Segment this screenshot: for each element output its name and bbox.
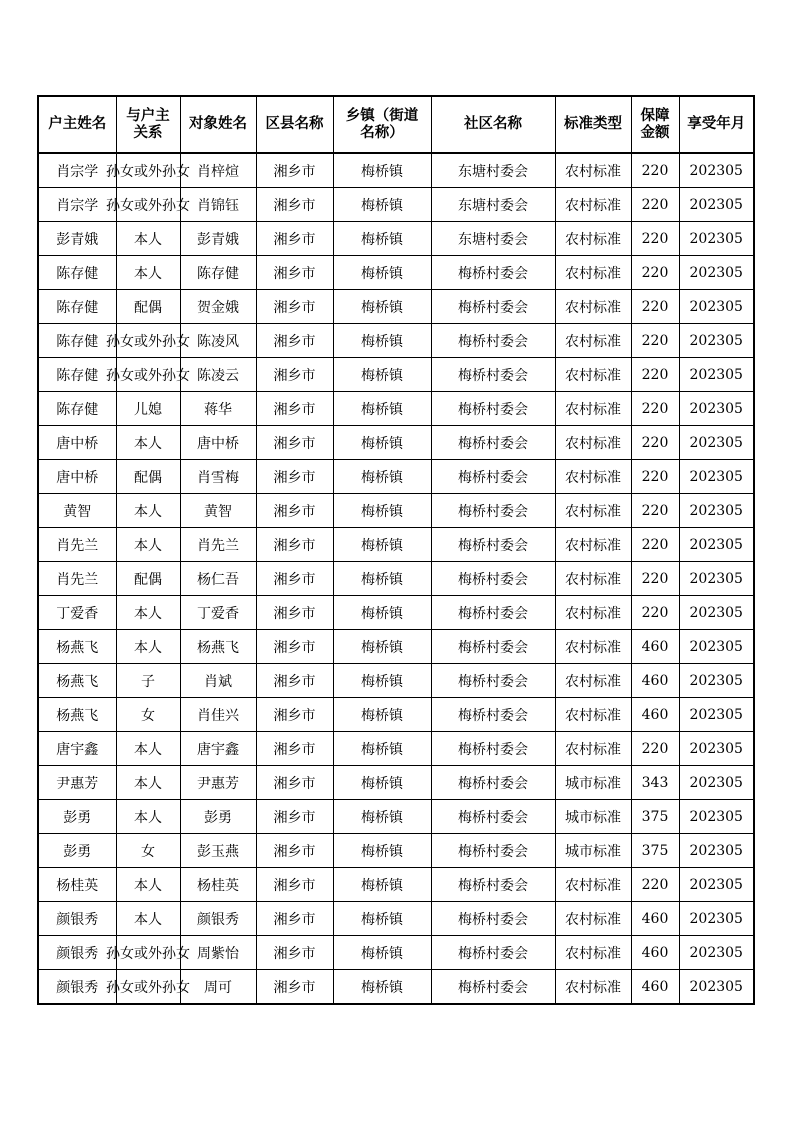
cell-month: 202305: [679, 290, 754, 324]
cell-town: 梅桥镇: [333, 324, 431, 358]
cell-householder: 唐宇鑫: [38, 732, 116, 766]
cell-person: 杨桂英: [180, 868, 256, 902]
cell-month: 202305: [679, 834, 754, 868]
cell-householder: 彭勇: [38, 834, 116, 868]
cell-county: 湘乡市: [256, 834, 333, 868]
cell-person: 肖斌: [180, 664, 256, 698]
cell-month: 202305: [679, 596, 754, 630]
cell-month: 202305: [679, 698, 754, 732]
cell-month: 202305: [679, 800, 754, 834]
header-county: 区县名称: [256, 96, 333, 153]
cell-person: 陈凌云: [180, 358, 256, 392]
cell-community: 梅桥村委会: [431, 494, 555, 528]
cell-relation: [116, 698, 180, 732]
cell-relation: [106, 324, 190, 358]
cell-county: 湘乡市: [256, 732, 333, 766]
cell-month: 202305: [679, 324, 754, 358]
cell-county: 湘乡市: [256, 426, 333, 460]
relation-text: 本人: [134, 435, 162, 452]
table-row: [38, 460, 754, 494]
cell-county: 湘乡市: [256, 392, 333, 426]
relation-text: 孙女或外孙女: [106, 333, 190, 350]
cell-town: 梅桥镇: [333, 902, 431, 936]
table-row: [38, 936, 754, 970]
table-row: [38, 426, 754, 460]
cell-month: 202305: [679, 902, 754, 936]
header-relation-line2: 关系: [133, 124, 163, 141]
cell-community: 梅桥村委会: [431, 732, 555, 766]
cell-relation: [106, 188, 190, 222]
cell-householder: 颜银秀: [38, 936, 116, 970]
cell-person: 丁爱香: [180, 596, 256, 630]
cell-month: 202305: [679, 460, 754, 494]
cell-county: 湘乡市: [256, 358, 333, 392]
cell-month: 202305: [679, 766, 754, 800]
cell-town: 梅桥镇: [333, 153, 431, 188]
relation-text: 本人: [134, 503, 162, 520]
cell-standard: 农村标准: [555, 868, 631, 902]
cell-standard: 城市标准: [555, 766, 631, 800]
cell-county: 湘乡市: [256, 290, 333, 324]
cell-relation: [116, 902, 180, 936]
cell-standard: 城市标准: [555, 800, 631, 834]
cell-community: 梅桥村委会: [431, 664, 555, 698]
cell-amount: 460: [631, 936, 679, 970]
cell-relation: [116, 290, 180, 324]
cell-town: 梅桥镇: [333, 188, 431, 222]
cell-town: 梅桥镇: [333, 630, 431, 664]
cell-town: 梅桥镇: [333, 800, 431, 834]
cell-county: 湘乡市: [256, 153, 333, 188]
cell-county: 湘乡市: [256, 936, 333, 970]
cell-county: 湘乡市: [256, 222, 333, 256]
cell-month: 202305: [679, 868, 754, 902]
cell-community: 梅桥村委会: [431, 324, 555, 358]
cell-amount: 375: [631, 834, 679, 868]
table-row: [38, 153, 754, 188]
cell-relation: [116, 528, 180, 562]
cell-month: 202305: [679, 188, 754, 222]
cell-standard: 农村标准: [555, 256, 631, 290]
cell-person: 肖先兰: [180, 528, 256, 562]
cell-amount: 220: [631, 392, 679, 426]
cell-standard: 农村标准: [555, 460, 631, 494]
cell-person: 周紫怡: [180, 936, 256, 970]
cell-county: 湘乡市: [256, 494, 333, 528]
cell-householder: 肖先兰: [38, 562, 116, 596]
cell-householder: 彭青娥: [38, 222, 116, 256]
cell-householder: 唐中桥: [38, 460, 116, 494]
cell-person: 陈存健: [180, 256, 256, 290]
cell-community: 梅桥村委会: [431, 970, 555, 1005]
cell-standard: 农村标准: [555, 698, 631, 732]
cell-amount: 220: [631, 188, 679, 222]
cell-county: 湘乡市: [256, 562, 333, 596]
relation-text: 女: [141, 843, 155, 860]
cell-town: 梅桥镇: [333, 460, 431, 494]
cell-person: 唐宇鑫: [180, 732, 256, 766]
cell-person: 蒋华: [180, 392, 256, 426]
cell-person: 颜银秀: [180, 902, 256, 936]
header-relation: [116, 96, 180, 153]
cell-county: 湘乡市: [256, 188, 333, 222]
header-row: [38, 96, 754, 153]
cell-householder: 尹惠芳: [38, 766, 116, 800]
cell-person: 唐中桥: [180, 426, 256, 460]
cell-county: 湘乡市: [256, 630, 333, 664]
cell-householder: 陈存健: [38, 392, 116, 426]
cell-householder: 颜银秀: [38, 970, 116, 1005]
cell-community: 梅桥村委会: [431, 290, 555, 324]
cell-month: 202305: [679, 256, 754, 290]
header-town-line1: 乡镇（街道: [345, 107, 419, 124]
cell-relation: [116, 494, 180, 528]
cell-community: 梅桥村委会: [431, 630, 555, 664]
relation-text: 本人: [134, 605, 162, 622]
cell-person: 肖梓煊: [180, 153, 256, 188]
cell-community: 梅桥村委会: [431, 834, 555, 868]
cell-county: 湘乡市: [256, 664, 333, 698]
cell-town: 梅桥镇: [333, 766, 431, 800]
cell-amount: 460: [631, 664, 679, 698]
cell-community: 梅桥村委会: [431, 698, 555, 732]
table-row: [38, 290, 754, 324]
cell-relation: [116, 834, 180, 868]
cell-standard: 农村标准: [555, 358, 631, 392]
cell-relation: [116, 392, 180, 426]
header-householder: 户主姓名: [38, 96, 116, 153]
cell-month: 202305: [679, 153, 754, 188]
cell-relation: [106, 936, 190, 970]
cell-person: 杨燕飞: [180, 630, 256, 664]
header-relation-line1: 与户主: [126, 107, 170, 124]
cell-town: 梅桥镇: [333, 256, 431, 290]
cell-relation: [116, 256, 180, 290]
cell-householder: 陈存健: [38, 290, 116, 324]
cell-town: 梅桥镇: [333, 562, 431, 596]
cell-householder: 杨燕飞: [38, 698, 116, 732]
relation-text: 本人: [134, 231, 162, 248]
cell-householder: 陈存健: [38, 358, 116, 392]
cell-amount: 220: [631, 562, 679, 596]
cell-month: 202305: [679, 936, 754, 970]
cell-standard: 农村标准: [555, 426, 631, 460]
cell-county: 湘乡市: [256, 596, 333, 630]
cell-town: 梅桥镇: [333, 698, 431, 732]
relation-text: 本人: [134, 877, 162, 894]
cell-community: 东塘村委会: [431, 153, 555, 188]
table-row: [38, 732, 754, 766]
cell-relation: [116, 766, 180, 800]
cell-month: 202305: [679, 222, 754, 256]
cell-county: 湘乡市: [256, 800, 333, 834]
cell-person: 尹惠芳: [180, 766, 256, 800]
cell-person: 杨仁吾: [180, 562, 256, 596]
cell-county: 湘乡市: [256, 528, 333, 562]
table-row: [38, 630, 754, 664]
cell-standard: 农村标准: [555, 392, 631, 426]
table-row: [38, 494, 754, 528]
relation-text: 本人: [134, 639, 162, 656]
cell-relation: [106, 358, 190, 392]
cell-householder: 颜银秀: [38, 902, 116, 936]
relation-text: 儿媳: [134, 401, 162, 418]
cell-town: 梅桥镇: [333, 936, 431, 970]
header-standard: 标准类型: [555, 96, 631, 153]
relation-text: 配偶: [134, 299, 162, 316]
cell-community: 东塘村委会: [431, 222, 555, 256]
cell-relation: [116, 664, 180, 698]
cell-county: 湘乡市: [256, 766, 333, 800]
assistance-table: [37, 95, 755, 1005]
cell-standard: 农村标准: [555, 732, 631, 766]
cell-amount: 220: [631, 222, 679, 256]
cell-standard: 农村标准: [555, 494, 631, 528]
cell-town: 梅桥镇: [333, 970, 431, 1005]
table-row: [38, 358, 754, 392]
cell-town: 梅桥镇: [333, 358, 431, 392]
cell-relation: [106, 970, 190, 1005]
cell-standard: 农村标准: [555, 222, 631, 256]
cell-community: 梅桥村委会: [431, 460, 555, 494]
cell-town: 梅桥镇: [333, 426, 431, 460]
header-amount-line2: 金额: [640, 124, 670, 141]
cell-community: 梅桥村委会: [431, 528, 555, 562]
relation-text: 孙女或外孙女: [106, 163, 190, 180]
header-town: [333, 96, 431, 153]
cell-month: 202305: [679, 494, 754, 528]
cell-town: 梅桥镇: [333, 494, 431, 528]
relation-text: 本人: [134, 265, 162, 282]
header-town-line2: 名称）: [360, 124, 404, 141]
header-amount-line1: 保障: [640, 107, 670, 124]
cell-householder: 陈存健: [38, 324, 116, 358]
cell-standard: 农村标准: [555, 324, 631, 358]
cell-community: 梅桥村委会: [431, 256, 555, 290]
cell-community: 梅桥村委会: [431, 936, 555, 970]
cell-person: 彭青娥: [180, 222, 256, 256]
cell-amount: 220: [631, 494, 679, 528]
table-row: [38, 868, 754, 902]
cell-month: 202305: [679, 392, 754, 426]
cell-town: 梅桥镇: [333, 834, 431, 868]
relation-text: 孙女或外孙女: [106, 367, 190, 384]
cell-town: 梅桥镇: [333, 732, 431, 766]
cell-month: 202305: [679, 528, 754, 562]
cell-standard: 城市标准: [555, 834, 631, 868]
cell-householder: 彭勇: [38, 800, 116, 834]
cell-amount: 220: [631, 324, 679, 358]
cell-householder: 杨桂英: [38, 868, 116, 902]
cell-householder: 陈存健: [38, 256, 116, 290]
cell-relation: [116, 562, 180, 596]
cell-relation: [116, 630, 180, 664]
cell-relation: [116, 868, 180, 902]
cell-community: 梅桥村委会: [431, 392, 555, 426]
relation-text: 子: [141, 673, 155, 690]
table-row: [38, 528, 754, 562]
relation-text: 女: [141, 707, 155, 724]
cell-relation: [106, 153, 190, 188]
table-row: [38, 800, 754, 834]
table-row: [38, 222, 754, 256]
cell-standard: 农村标准: [555, 970, 631, 1005]
table-row: [38, 698, 754, 732]
header-community: 社区名称: [431, 96, 555, 153]
cell-county: 湘乡市: [256, 324, 333, 358]
cell-person: 肖锦钰: [180, 188, 256, 222]
cell-amount: 220: [631, 732, 679, 766]
table-row: [38, 324, 754, 358]
cell-county: 湘乡市: [256, 460, 333, 494]
relation-text: 配偶: [134, 571, 162, 588]
cell-community: 东塘村委会: [431, 188, 555, 222]
cell-relation: [116, 800, 180, 834]
cell-standard: 农村标准: [555, 596, 631, 630]
cell-amount: 460: [631, 902, 679, 936]
cell-relation: [116, 460, 180, 494]
cell-community: 梅桥村委会: [431, 426, 555, 460]
relation-text: 本人: [134, 911, 162, 928]
cell-community: 梅桥村委会: [431, 902, 555, 936]
cell-county: 湘乡市: [256, 902, 333, 936]
cell-month: 202305: [679, 562, 754, 596]
cell-community: 梅桥村委会: [431, 358, 555, 392]
cell-amount: 220: [631, 256, 679, 290]
cell-amount: 220: [631, 426, 679, 460]
cell-person: 贺金娥: [180, 290, 256, 324]
cell-community: 梅桥村委会: [431, 800, 555, 834]
table-row: [38, 188, 754, 222]
cell-person: 彭勇: [180, 800, 256, 834]
relation-text: 孙女或外孙女: [106, 945, 190, 962]
cell-standard: 农村标准: [555, 153, 631, 188]
cell-town: 梅桥镇: [333, 222, 431, 256]
cell-householder: 肖宗学: [38, 188, 116, 222]
cell-town: 梅桥镇: [333, 596, 431, 630]
cell-amount: 375: [631, 800, 679, 834]
cell-householder: 丁爱香: [38, 596, 116, 630]
table-row: [38, 256, 754, 290]
cell-month: 202305: [679, 426, 754, 460]
relation-text: 本人: [134, 741, 162, 758]
cell-community: 梅桥村委会: [431, 562, 555, 596]
cell-county: 湘乡市: [256, 698, 333, 732]
cell-relation: [116, 732, 180, 766]
cell-householder: 杨燕飞: [38, 630, 116, 664]
cell-standard: 农村标准: [555, 936, 631, 970]
cell-month: 202305: [679, 732, 754, 766]
cell-standard: 农村标准: [555, 664, 631, 698]
header-person: 对象姓名: [180, 96, 256, 153]
cell-standard: 农村标准: [555, 562, 631, 596]
cell-relation: [116, 222, 180, 256]
cell-amount: 460: [631, 630, 679, 664]
relation-text: 本人: [134, 809, 162, 826]
cell-amount: 220: [631, 358, 679, 392]
cell-amount: 220: [631, 153, 679, 188]
cell-month: 202305: [679, 664, 754, 698]
cell-amount: 343: [631, 766, 679, 800]
cell-amount: 460: [631, 698, 679, 732]
relation-text: 本人: [134, 537, 162, 554]
cell-standard: 农村标准: [555, 188, 631, 222]
cell-person: 黄智: [180, 494, 256, 528]
cell-town: 梅桥镇: [333, 290, 431, 324]
cell-amount: 220: [631, 460, 679, 494]
cell-person: 彭玉燕: [180, 834, 256, 868]
cell-householder: 黄智: [38, 494, 116, 528]
table-row: [38, 596, 754, 630]
cell-county: 湘乡市: [256, 256, 333, 290]
relation-text: 配偶: [134, 469, 162, 486]
cell-town: 梅桥镇: [333, 868, 431, 902]
header-month: 享受年月: [679, 96, 754, 153]
table-row: [38, 834, 754, 868]
cell-town: 梅桥镇: [333, 664, 431, 698]
cell-householder: 肖宗学: [38, 153, 116, 188]
cell-amount: 220: [631, 596, 679, 630]
cell-person: 周可: [180, 970, 256, 1005]
cell-amount: 220: [631, 868, 679, 902]
cell-householder: 唐中桥: [38, 426, 116, 460]
relation-text: 本人: [134, 775, 162, 792]
cell-town: 梅桥镇: [333, 528, 431, 562]
table-row: [38, 902, 754, 936]
table-row: [38, 392, 754, 426]
cell-person: 肖雪梅: [180, 460, 256, 494]
table-body: [38, 153, 754, 1004]
cell-community: 梅桥村委会: [431, 596, 555, 630]
header-amount: [631, 96, 679, 153]
cell-town: 梅桥镇: [333, 392, 431, 426]
cell-county: 湘乡市: [256, 868, 333, 902]
table-row: [38, 766, 754, 800]
cell-county: 湘乡市: [256, 970, 333, 1005]
cell-householder: 肖先兰: [38, 528, 116, 562]
cell-community: 梅桥村委会: [431, 766, 555, 800]
cell-amount: 220: [631, 528, 679, 562]
table-row: [38, 562, 754, 596]
cell-amount: 220: [631, 290, 679, 324]
cell-standard: 农村标准: [555, 902, 631, 936]
relation-text: 孙女或外孙女: [106, 979, 190, 996]
table-row: [38, 970, 754, 1005]
cell-month: 202305: [679, 970, 754, 1005]
cell-month: 202305: [679, 630, 754, 664]
cell-person: 肖佳兴: [180, 698, 256, 732]
cell-standard: 农村标准: [555, 290, 631, 324]
cell-community: 梅桥村委会: [431, 868, 555, 902]
cell-standard: 农村标准: [555, 528, 631, 562]
cell-relation: [116, 596, 180, 630]
relation-text: 孙女或外孙女: [106, 197, 190, 214]
cell-month: 202305: [679, 358, 754, 392]
cell-person: 陈凌风: [180, 324, 256, 358]
cell-householder: 杨燕飞: [38, 664, 116, 698]
cell-relation: [116, 426, 180, 460]
cell-amount: 460: [631, 970, 679, 1005]
table-row: [38, 664, 754, 698]
cell-standard: 农村标准: [555, 630, 631, 664]
